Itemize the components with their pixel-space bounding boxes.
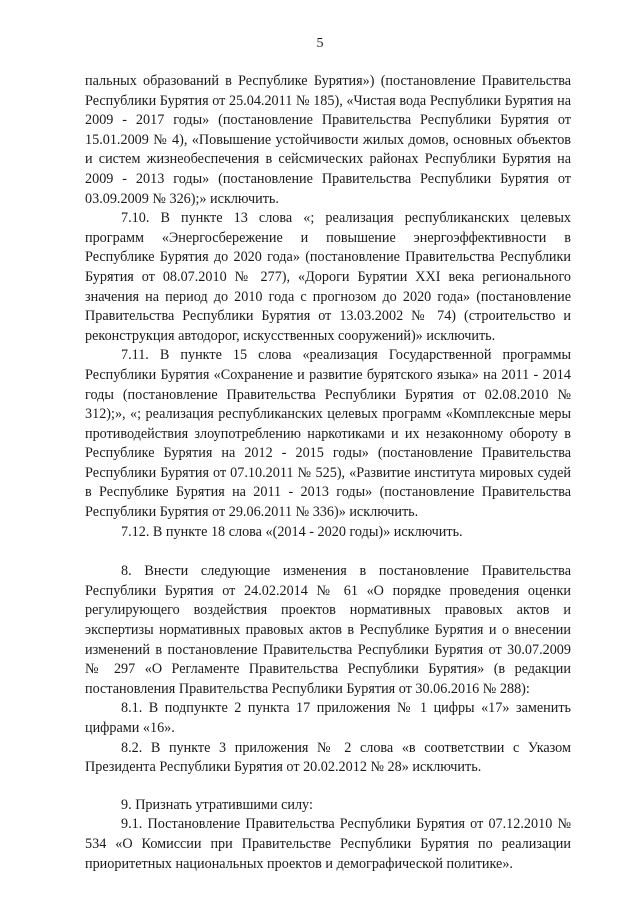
paragraph-8: 8. Внести следующие изменения в постановление Правительства Республики Бурятия от 24.02.2014 № 61 «О порядке проведения оценки регулирующего воздействия проектов нормативных правовых актов и экспертизы нормативных правовых актов в Республике Бурятия и о внесении изменений в постановление Правительства Республики Бурятия от 30.07.2009 № 297 «О Регламенте Правительства Республики Бурятия» (в редакции постановления Правительства Республики Бурятия от 30.06.2016 № 288): — [85, 563, 571, 697]
paragraph-9-1: 9.1. Постановление Правительства Республики Бурятия от 07.12.2010 № 534 «О Комиссии при Правительстве Республики Бурятия по реализации приоритетных национальных проектов и демографической политике». — [85, 816, 571, 872]
paragraph-9: 9. Признать утратившими силу: — [121, 796, 313, 813]
document-body — [85, 72, 571, 874]
paragraph-8-1: 8.1. В подпункте 2 пункта 17 приложения № 1 цифры «17» заменить цифрами «16». — [85, 700, 571, 736]
paragraph-7-11: 7.11. В пункте 15 слова «реализация Государственной программы Республики Бурятия «Сохранение и развитие бурятского языка» на 2011 - 2014 годы (постановление Правительства Республики Бурятия от 02.08.2010 № 312);», «; реализация республиканских целевых программ «Комплексные меры противодействия злоупотреблению наркотиками и их незаконному обороту в Республике Бурятия на 2012 - 2015 годы» (постановление Правительства Республики Бурятия от 07.10.2011 № 525), «Развитие института мировых судей в Республике Бурятия на 2011 - 2013 годы» (постановление Правительства Республики Бурятия от 29.06.2011 № 336)» исключить. — [85, 347, 571, 521]
paragraph-7-10: 7.10. В пункте 13 слова «; реализация республиканских целевых программ «Энергосбережение и повышение энергоэффективности в Республике Бурятия до 2020 года» (постановление Правительства Республики Бурятия от 08.07.2010 № 277), «Дороги Бурятии XXI века регионального значения на период до 2010 года с прогнозом до 2020 года» (постановление Правительства Республики Бурятия от 13.03.2002 № 74) (строительство и реконструкция автодорог, искусственных сооружений)» исключить. — [85, 210, 571, 344]
paragraph-8-2: 8.2. В пункте 3 приложения № 2 слова «в соответствии с Указом Президента Республики Бурятия от 20.02.2012 № 28» исключить. — [85, 739, 571, 776]
section-spacer — [85, 778, 571, 796]
paragraph-continuation: пальных образований в Республике Бурятия») (постановление Правительства Республики Бурятия от 25.04.2011 № 185), «Чистая вода Республики Бурятия на 2009 - 2017 годы» (постановление Правительства Республики Бурятия от 15.01.2009 № 4), «Повышение устойчивости жилых домов, основных объектов и систем жизнеобеспечения в сейсмических районах Республики Бурятия на 2009 - 2013 годы» (постановление Правительства Республики Бурятия от 03.09.2009 № 326);» исключить. — [85, 73, 571, 207]
paragraph-7-12: 7.12. В пункте 18 слова «(2014 - 2020 годы)» исключить. — [121, 523, 463, 540]
section-spacer — [85, 542, 571, 562]
page-number: 5 — [316, 36, 324, 51]
